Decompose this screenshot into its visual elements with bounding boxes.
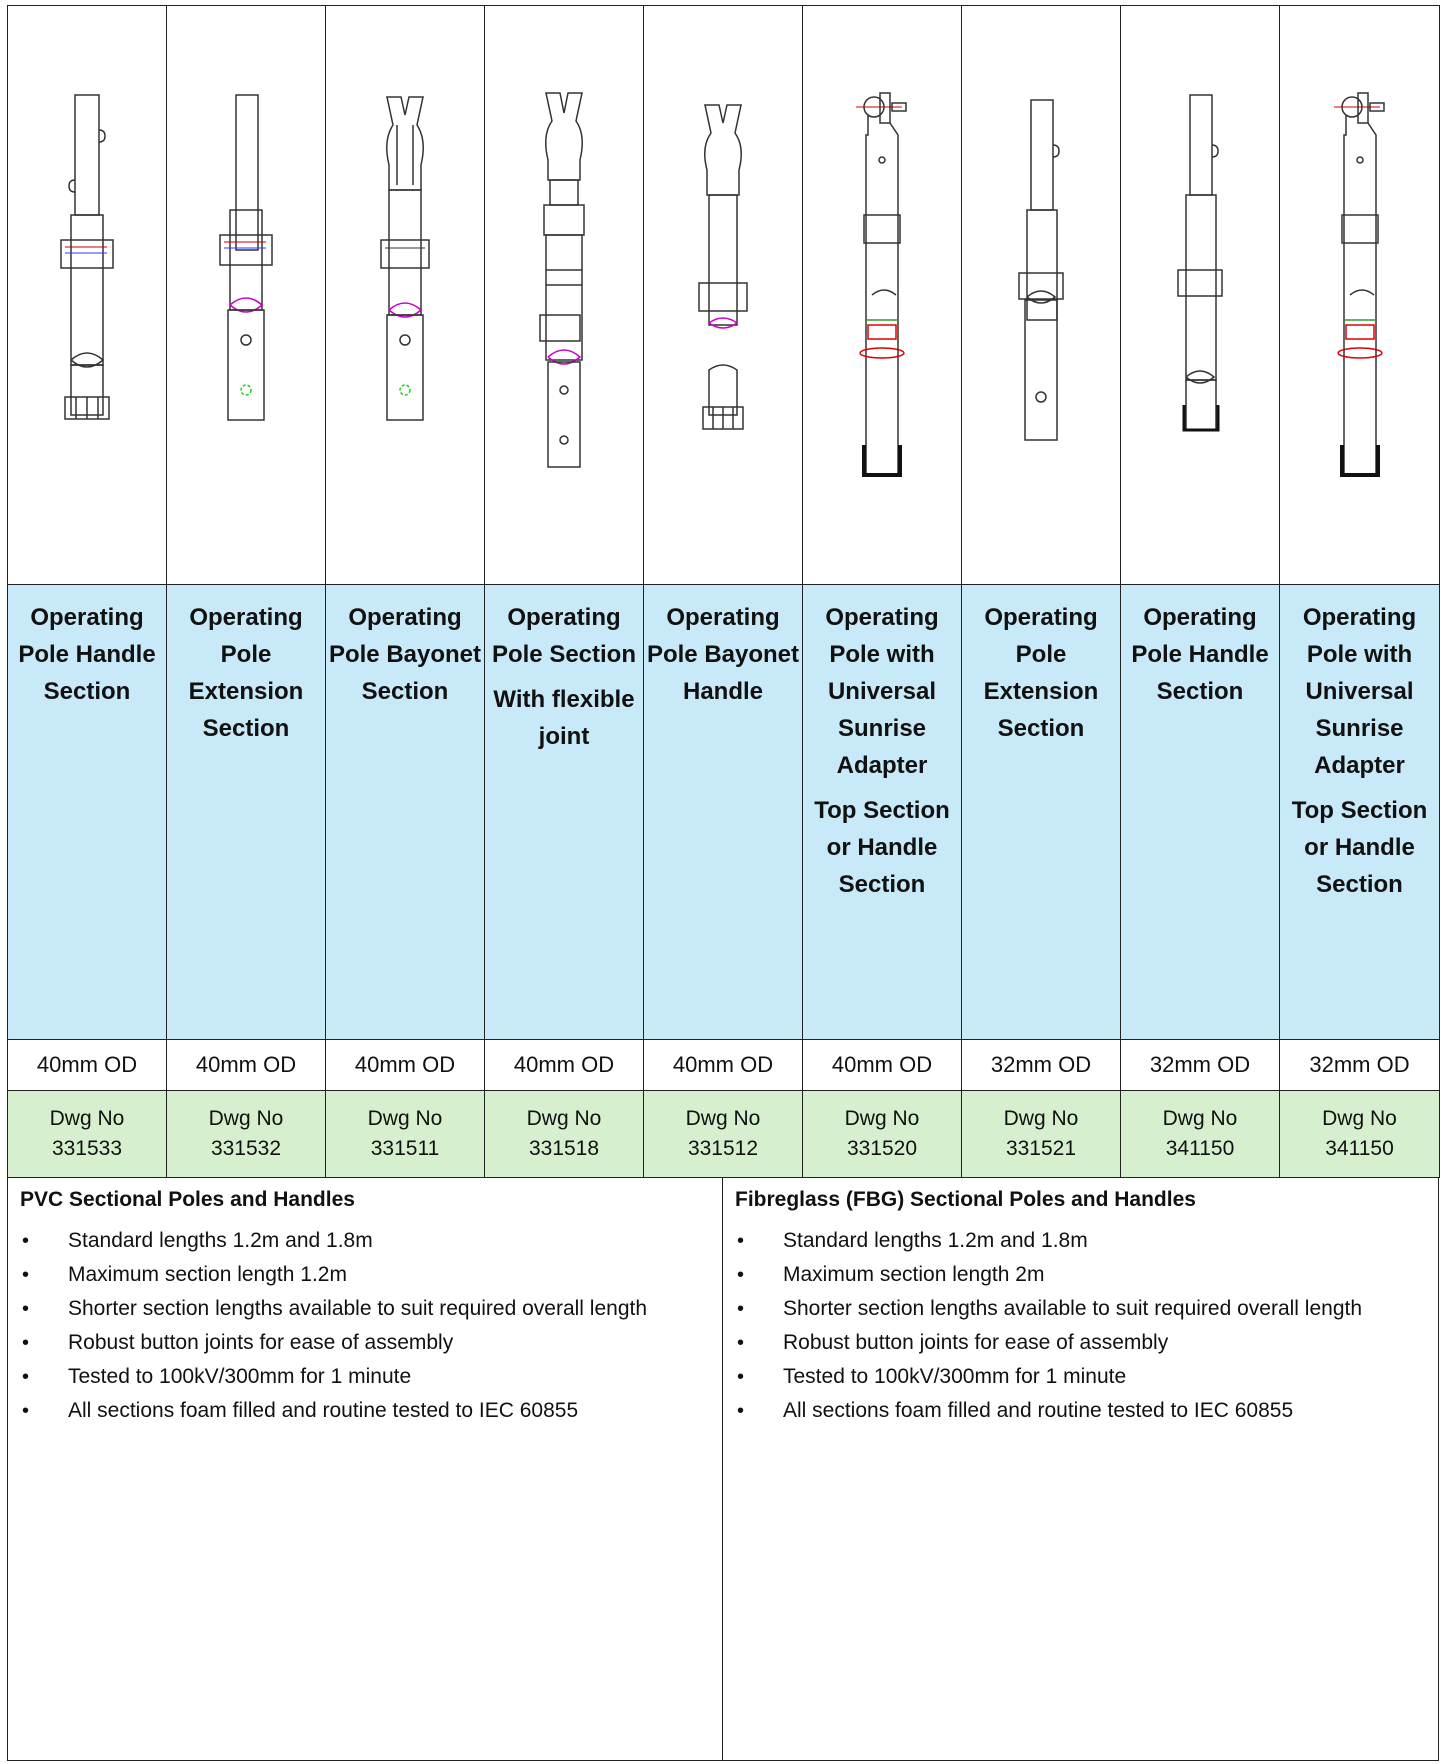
product-name: Operating Pole with Universal Sunrise Adapter <box>1302 604 1417 779</box>
drawing-cell <box>1280 6 1440 585</box>
drawing-number-label: Dwg No <box>208 1107 284 1130</box>
drawing-number: 331512 <box>687 1137 759 1160</box>
list-item: • Robust button joints for ease of assembly <box>735 1326 1426 1360</box>
diameter-row <box>8 1040 1440 1091</box>
product-name-cell <box>8 585 167 1040</box>
drawing-cell <box>1121 6 1280 585</box>
diameter-cell: 40mm OD <box>167 1040 326 1091</box>
list-item: • Maximum section length 2m <box>735 1258 1426 1292</box>
pole-drawing <box>683 85 763 505</box>
drawing-number: 331532 <box>210 1137 282 1160</box>
list-item: • Tested to 100kV/300mm for 1 minute <box>20 1360 710 1394</box>
product-name-extra: With flexible joint <box>493 686 635 750</box>
pole-drawing <box>206 85 286 505</box>
pvc-bullet-list <box>20 1224 710 1428</box>
drawing-number-cell <box>167 1091 326 1178</box>
drawing-number: 331518 <box>528 1137 600 1160</box>
drawing-number: 331533 <box>51 1137 123 1160</box>
drawing-number-label: Dwg No <box>1003 1107 1079 1130</box>
list-item: • All sections foam filled and routine tested to IEC 60855 <box>20 1394 710 1428</box>
product-name: Operating Pole Bayonet Section <box>328 604 482 705</box>
list-item: • All sections foam filled and routine tested to IEC 60855 <box>735 1394 1426 1428</box>
list-item: • Standard lengths 1.2m and 1.8m <box>20 1224 710 1258</box>
drawing-number: 331511 <box>370 1137 440 1160</box>
product-name: Operating Pole Extension Section <box>983 604 1099 742</box>
fbg-heading: Fibreglass (FBG) Sectional Poles and Handles <box>735 1188 1196 1211</box>
list-item: • Tested to 100kV/300mm for 1 minute <box>735 1360 1426 1394</box>
list-item: • Robust button joints for ease of assembly <box>20 1326 710 1360</box>
product-name-cell <box>962 585 1121 1040</box>
product-name: Operating Pole Handle Section <box>1131 604 1269 705</box>
pole-drawing <box>365 85 445 505</box>
product-name-row <box>8 585 1440 1040</box>
pole-drawing <box>842 85 922 505</box>
diameter-cell: 32mm OD <box>1280 1040 1440 1091</box>
product-table <box>7 5 1440 1178</box>
product-name-cell <box>1280 585 1440 1040</box>
product-name: Operating Pole Section <box>491 604 637 668</box>
drawing-number-cell <box>1280 1091 1440 1178</box>
product-name-cell <box>803 585 962 1040</box>
drawing-number-row <box>8 1091 1440 1178</box>
product-name-cell <box>485 585 644 1040</box>
drawing-cell <box>485 6 644 585</box>
product-name-cell <box>326 585 485 1040</box>
pvc-heading: PVC Sectional Poles and Handles <box>20 1188 355 1211</box>
product-name-cell <box>167 585 326 1040</box>
list-item: • Shorter section lengths available to suit required overall length <box>735 1292 1426 1326</box>
diameter-cell: 40mm OD <box>8 1040 167 1091</box>
diameter-cell: 32mm OD <box>962 1040 1121 1091</box>
drawing-number-label: Dwg No <box>367 1107 443 1130</box>
drawing-cell <box>8 6 167 585</box>
drawing-number-cell <box>962 1091 1121 1178</box>
product-name-extra: Top Section or Handle Section <box>814 797 950 898</box>
drawing-number-cell <box>1121 1091 1280 1178</box>
product-name: Operating Pole with Universal Sunrise Adapter <box>825 604 939 779</box>
drawing-number-cell <box>485 1091 644 1178</box>
list-item: • Standard lengths 1.2m and 1.8m <box>735 1224 1426 1258</box>
product-name-cell <box>1121 585 1280 1040</box>
drawing-number-label: Dwg No <box>49 1107 125 1130</box>
drawing-cell <box>962 6 1121 585</box>
drawing-cell <box>803 6 962 585</box>
drawing-number: 341150 <box>1325 1137 1394 1160</box>
product-name: Operating Pole Handle Section <box>18 604 156 705</box>
diameter-cell: 40mm OD <box>485 1040 644 1091</box>
drawing-number-label: Dwg No <box>1322 1107 1397 1130</box>
diameter-cell: 40mm OD <box>803 1040 962 1091</box>
fbg-specifications <box>723 1178 1438 1760</box>
product-sheet <box>7 5 1439 1761</box>
drawing-cell <box>167 6 326 585</box>
pole-drawing <box>524 85 604 505</box>
drawing-row <box>8 6 1440 585</box>
product-name-cell <box>644 585 803 1040</box>
pvc-specifications <box>8 1178 723 1760</box>
diameter-cell: 32mm OD <box>1121 1040 1280 1091</box>
specifications-section <box>7 1178 1439 1761</box>
pole-drawing <box>47 85 127 505</box>
drawing-number-label: Dwg No <box>526 1107 602 1130</box>
drawing-number-label: Dwg No <box>685 1107 761 1130</box>
list-item: • Maximum section length 1.2m <box>20 1258 710 1292</box>
fbg-bullet-list <box>735 1224 1426 1428</box>
drawing-number-cell <box>803 1091 962 1178</box>
drawing-number-cell <box>8 1091 167 1178</box>
drawing-number: 341150 <box>1165 1137 1235 1160</box>
pole-drawing <box>1001 85 1081 505</box>
drawing-number: 331521 <box>1005 1137 1077 1160</box>
drawing-number-cell <box>326 1091 485 1178</box>
product-name: Operating Pole Extension Section <box>188 604 304 742</box>
drawing-number: 331520 <box>846 1137 918 1160</box>
diameter-cell: 40mm OD <box>326 1040 485 1091</box>
pole-drawing <box>1320 85 1400 505</box>
drawing-cell <box>326 6 485 585</box>
product-name-extra: Top Section or Handle Section <box>1291 797 1428 898</box>
drawing-number-cell <box>644 1091 803 1178</box>
product-name: Operating Pole Bayonet Handle <box>646 604 800 705</box>
drawing-number-label: Dwg No <box>844 1107 920 1130</box>
drawing-cell <box>644 6 803 585</box>
list-item: • Shorter section lengths available to suit required overall length <box>20 1292 710 1326</box>
diameter-cell: 40mm OD <box>644 1040 803 1091</box>
drawing-number-label: Dwg No <box>1162 1107 1238 1130</box>
pole-drawing <box>1160 85 1240 505</box>
